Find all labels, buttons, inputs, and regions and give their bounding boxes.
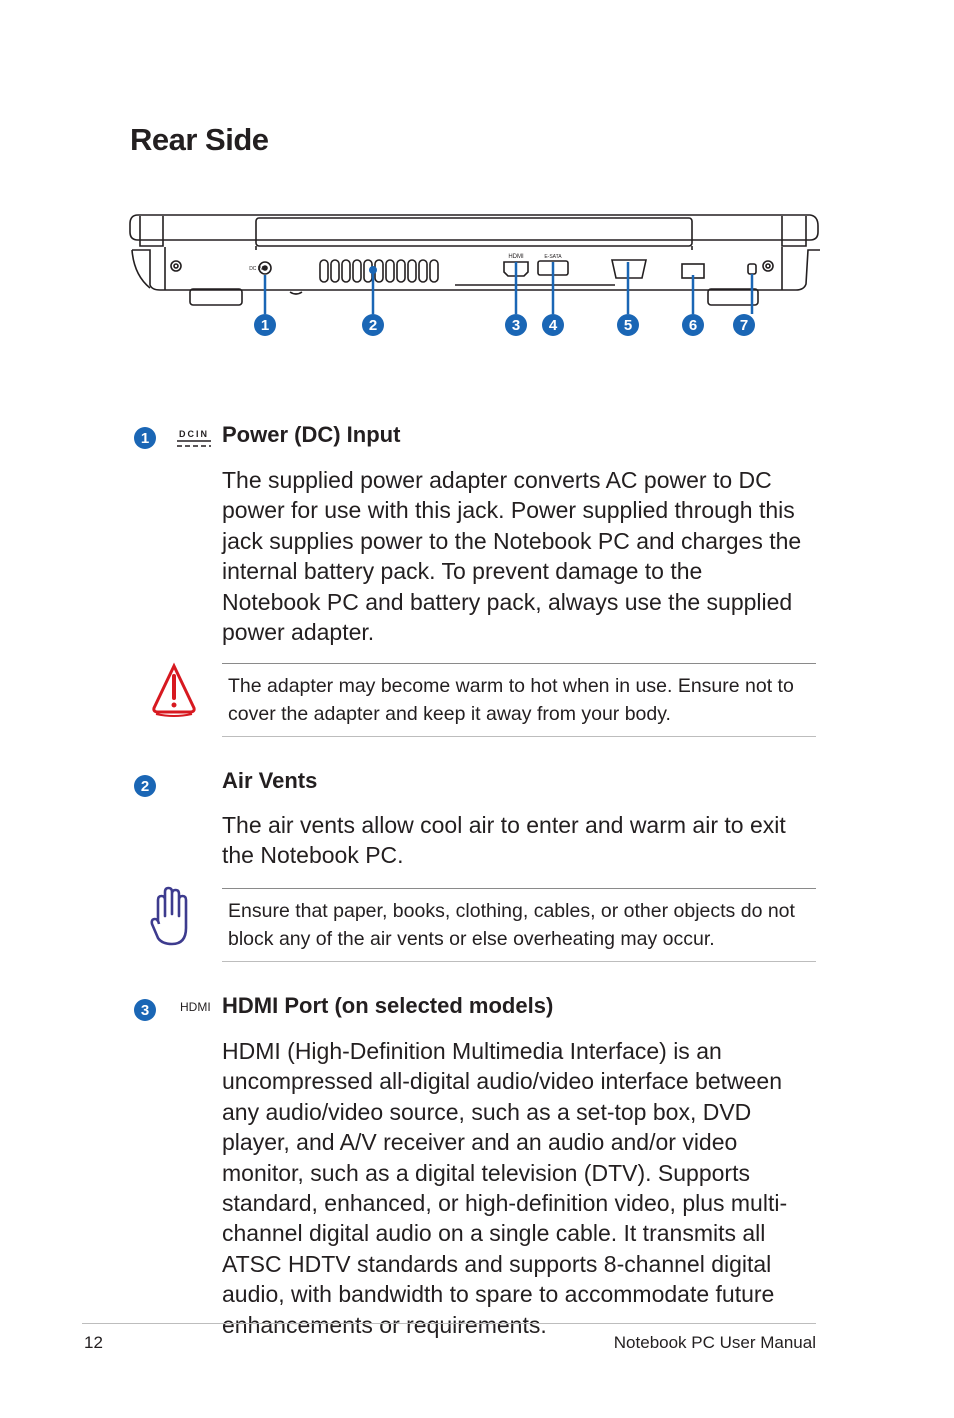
svg-text:2: 2: [140, 778, 150, 795]
callout-1-label: 1: [260, 317, 270, 334]
svg-text:DCIN: DCIN: [179, 429, 209, 439]
caution-note-text: Ensure that paper, books, clothing, cables, or other objects do not block any of the air vents or else overheating may occur.: [228, 900, 795, 950]
page-title: Rear Side: [130, 122, 269, 157]
callout-7-label: 7: [739, 317, 749, 334]
dcin-label: DC IN: [249, 266, 263, 272]
manual-title: Notebook PC User Manual: [613, 1333, 816, 1352]
section-2-number-badge: [133, 774, 157, 798]
svg-text:1: 1: [140, 430, 150, 447]
page-number: 12: [84, 1333, 103, 1352]
callout-2-label: 2: [368, 317, 378, 334]
hdmi-port-label: HDMI: [508, 254, 524, 260]
callout-4-label: 4: [548, 317, 558, 334]
section-heading-air-vents: Air Vents: [222, 768, 318, 793]
hdmi-icon: HDMI: [180, 1000, 211, 1014]
rear-side-diagram: [0, 195, 954, 355]
callout-6-label: 6: [688, 317, 698, 334]
section-body-power-input: The supplied power adapter converts AC power to DC power for use with this jack. Power supplied through this jack supplies power to the Notebook PC and charges the internal battery pack. To prevent damage to the Notebook PC and battery pack, always use the supplied power adapter.: [222, 467, 802, 646]
svg-text:3: 3: [140, 1002, 150, 1019]
callout-3-label: 3: [511, 317, 521, 334]
warning-note-text: The adapter may become warm to hot when in use. Ensure not to cover the adapter and keep it away from your body.: [228, 675, 794, 725]
section-3-number-badge: [133, 998, 157, 1022]
section-1-number-badge: [133, 426, 157, 450]
hand-stop-icon: [148, 884, 194, 950]
dc-in-icon: [175, 428, 213, 448]
section-body-hdmi: HDMI (High-Definition Multimedia Interface) is an uncompressed all-digital audio/video interface between any audio/video source, such as a set-top box, DVD player, and A/V receiver and an audio and/or video monitor, such as a digital television (DTV). Supports standard, enhanced, or high-definition video, plus multi-channel digital audio on a single cable. It transmits all ATSC HDTV standards and supports 8-channel digital audio, with bandwidth to spare to accommodate future enhancements or requirements.: [222, 1038, 788, 1338]
warning-icon: [150, 662, 198, 718]
esata-port-label: E-SATA: [544, 254, 562, 260]
callout-5-label: 5: [623, 317, 633, 334]
footer-divider: [82, 1323, 816, 1324]
caution-note: [222, 888, 816, 962]
section-body-air-vents: The air vents allow cool air to enter and warm air to exit the Notebook PC.: [222, 812, 786, 869]
warning-note: [222, 663, 816, 737]
callout-badges: [254, 314, 755, 336]
section-heading-power-input: Power (DC) Input: [222, 422, 401, 447]
section-heading-hdmi: HDMI Port (on selected models): [222, 993, 554, 1018]
